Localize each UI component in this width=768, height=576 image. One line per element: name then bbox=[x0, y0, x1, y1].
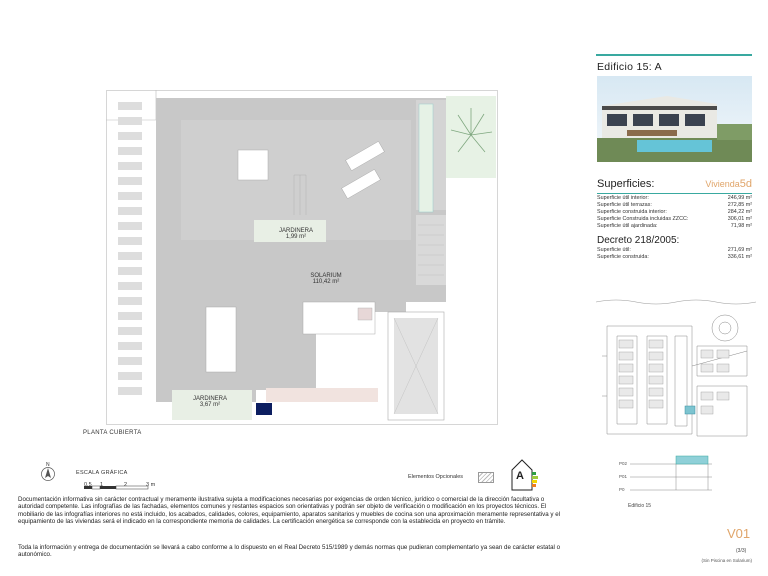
row-label: Superficie útil: bbox=[597, 247, 631, 253]
jardinera-top-label: JARDINERA 1,99 m² bbox=[278, 228, 313, 240]
building-render-image bbox=[597, 76, 752, 162]
level-label: P01 bbox=[619, 474, 628, 479]
row-label: Superficie construida interior: bbox=[597, 209, 667, 215]
table-row bbox=[597, 254, 752, 261]
level-label: P02 bbox=[619, 461, 628, 466]
energy-label-icon bbox=[510, 458, 540, 492]
north-label: N bbox=[46, 462, 50, 468]
disclaimer-legal: Toda la información y entrega de documentación se llevará a cabo conforme a lo dispuesto en el Real Decreto 515/1989 y demás normas que pudieran complementarlo ya sean de carácter estatal o autonómico. bbox=[18, 544, 561, 559]
row-value: 71,98 m² bbox=[730, 223, 752, 229]
optional-elements-label: Elementos Opcionales bbox=[408, 474, 464, 480]
level-label: P0 bbox=[619, 487, 625, 492]
scale-bar bbox=[84, 478, 146, 482]
vivienda-label: Vivienda bbox=[705, 179, 740, 189]
disclaimer-paragraph: Documentación informativa sin carácter contractual y meramente ilustrativa sujeta a modificaciones necesarias por exigencias de orden técnico, jurídico o comercial de la dirección facultativa o autoridad competente. Las infografías de las fachadas, elementos comunes y restantes espacios son orientativas y podrán ser objeto de verificación o modificación en los proyectos técnicos. El mobiliario de las infografías interiores no está incluido, los acabados, calidades, colores, equipamiento, aparatos sanitarios y muebles de cocina son una aproximación meramente representativa y el equipamiento de las viviendas será el indicado en la correspondiente memoria de calidades. La certificación energética se corresponde con la establecida en proyecto en trámite. bbox=[18, 496, 561, 525]
vivienda-badge bbox=[705, 178, 752, 190]
energy-class: A bbox=[516, 470, 524, 482]
scale-title: ESCALA GRÁFICA bbox=[76, 470, 128, 476]
roof-floor-plan bbox=[106, 90, 498, 425]
scale-tick: 3 m bbox=[146, 482, 156, 488]
row-value: 306,01 m² bbox=[727, 216, 752, 222]
decreto-table bbox=[597, 247, 752, 261]
site-plan-separator bbox=[596, 294, 756, 304]
row-label: Superficie útil ajardinada: bbox=[597, 223, 658, 229]
table-row bbox=[597, 247, 752, 254]
scale-tick: 1 bbox=[100, 482, 104, 488]
decreto-title: Decreto 218/2005: bbox=[597, 235, 680, 246]
floor-label: PLANTA CUBIERTA bbox=[83, 430, 142, 436]
table-row bbox=[597, 202, 752, 209]
building-title: Edificio 15: A bbox=[597, 61, 662, 73]
row-label: Superficie Construida incluidas ZZCC: bbox=[597, 216, 689, 222]
row-label: Superficie útil interior: bbox=[597, 195, 649, 201]
site-location-plan bbox=[597, 306, 757, 448]
version-label: V01 bbox=[727, 526, 751, 541]
plan-drawing bbox=[106, 90, 498, 425]
page-number: (3/3) bbox=[736, 548, 747, 554]
row-value: 271,69 m² bbox=[727, 247, 752, 253]
row-value: 336,61 m² bbox=[727, 254, 752, 260]
superficies-rule bbox=[597, 193, 752, 194]
optional-hatch-swatch bbox=[478, 472, 494, 483]
vivienda-number: 5d bbox=[739, 178, 752, 190]
row-value: 272,85 m² bbox=[727, 202, 752, 208]
superficies-header bbox=[597, 178, 752, 190]
section-caption: Edificio 15 bbox=[628, 503, 652, 509]
scale-tick: 0.5 bbox=[84, 482, 92, 488]
jardinera-bottom-label: JARDINERA 3,67 m² bbox=[192, 396, 227, 408]
superficies-table bbox=[597, 195, 752, 230]
table-row bbox=[597, 195, 752, 202]
table-row bbox=[597, 223, 752, 230]
superficies-title: Superficies: bbox=[597, 178, 655, 190]
scale-tick: 2 bbox=[124, 482, 128, 488]
solarium-label: SOLARIUM 110,42 m² bbox=[310, 273, 342, 285]
row-label: Superficie útil terrazas: bbox=[597, 202, 652, 208]
panel-top-rule bbox=[596, 54, 752, 56]
north-arrow-icon bbox=[40, 466, 56, 482]
table-row bbox=[597, 209, 752, 216]
row-value: 284,22 m² bbox=[727, 209, 752, 215]
row-label: Superficie construida: bbox=[597, 254, 649, 260]
row-value: 246,99 m² bbox=[727, 195, 752, 201]
table-row bbox=[597, 216, 752, 223]
pool-note: (Sin Piscina en Solarium) bbox=[701, 558, 752, 563]
section-diagram bbox=[616, 452, 726, 498]
